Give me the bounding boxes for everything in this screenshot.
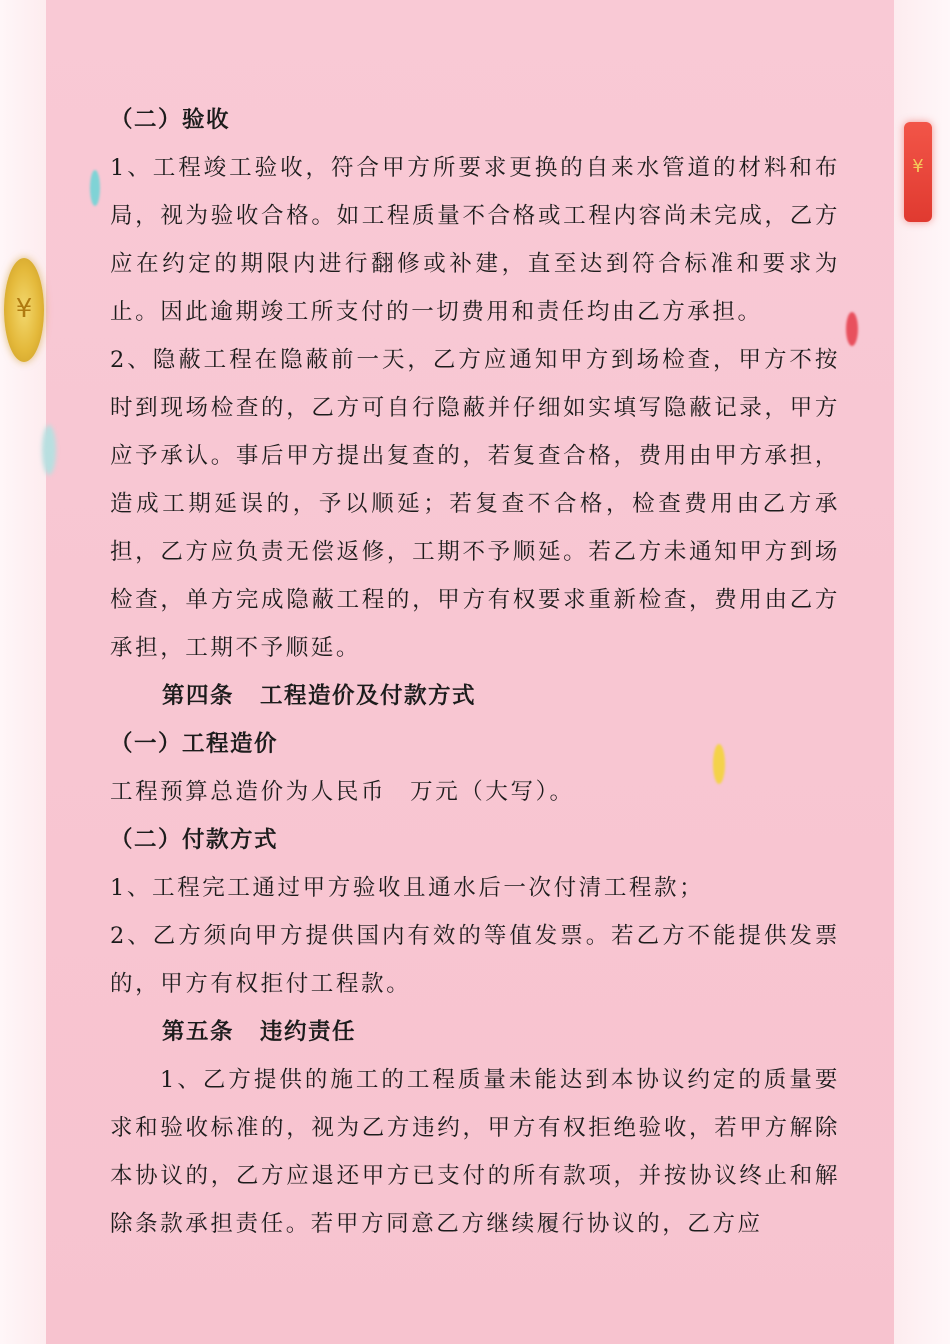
price-text-a: 工程预算总造价为人民币 [110,779,387,805]
payment-heading: （二）付款方式 [110,827,279,853]
price-text-b: 万元（大写）。 [410,779,575,805]
liability-paragraph-1: 1、乙方提供的施工的工程质量未能达到本协议约定的质量要求和验收标准的，视为乙方违约，甲方有权拒绝验收，若甲方解除本协议的，乙方应退还甲方已支付的所有款项，并按协议终止和解除条款承担责任。若甲方同意乙方继续履行协议的，乙方应 [110,1067,840,1237]
teal-ornament-blur [42,425,56,475]
document-text [110,96,840,1248]
left-backdrop [0,0,46,1344]
section-acceptance-heading: （二）验收 [110,107,231,133]
price-heading: （一）工程造价 [110,731,279,757]
article-4-title: 工程造价及付款方式 [260,683,477,709]
article-4-heading [110,672,840,720]
article-4-number: 第四条 [162,683,235,709]
envelope-glyph: ¥ [912,156,924,177]
article-5-number: 第五条 [162,1019,235,1045]
red-envelope-icon [904,122,932,222]
article-5-title: 违约责任 [260,1019,357,1045]
teal-ornament [90,170,100,206]
coin-glyph: ¥ [15,294,33,324]
red-ornament [846,312,858,346]
payment-paragraph-2: 2、乙方须向甲方提供国内有效的等值发票。若乙方不能提供发票的，甲方有权拒付工程款。 [110,923,840,997]
acceptance-paragraph-1: 1、工程竣工验收，符合甲方所要求更换的自来水管道的材料和布局，视为验收合格。如工程质量不合格或工程内容尚未完成，乙方应在约定的期限内进行翻修或补建，直至达到符合标准和要求为止。因此逾期竣工所支付的一切费用和责任均由乙方承担。 [110,155,840,325]
coin-icon [4,258,44,362]
payment-paragraph-1: 1、工程完工通过甲方验收且通水后一次付清工程款； [110,875,705,901]
acceptance-paragraph-2: 2、隐蔽工程在隐蔽前一天，乙方应通知甲方到场检查，甲方不按时到现场检查的，乙方可自行隐蔽并仔细如实填写隐蔽记录，甲方应予承认。事后甲方提出复查的，若复查合格，费用由甲方承担，造成工期延误的，予以顺延；若复查不合格，检查费用由乙方承担，乙方应负责无偿返修，工期不予顺延。若乙方未通知甲方到场检查，单方完成隐蔽工程的，甲方有权要求重新检查，费用由乙方承担，工期不予顺延。 [110,347,840,661]
article-5-heading [110,1008,840,1056]
price-paragraph [110,768,840,816]
